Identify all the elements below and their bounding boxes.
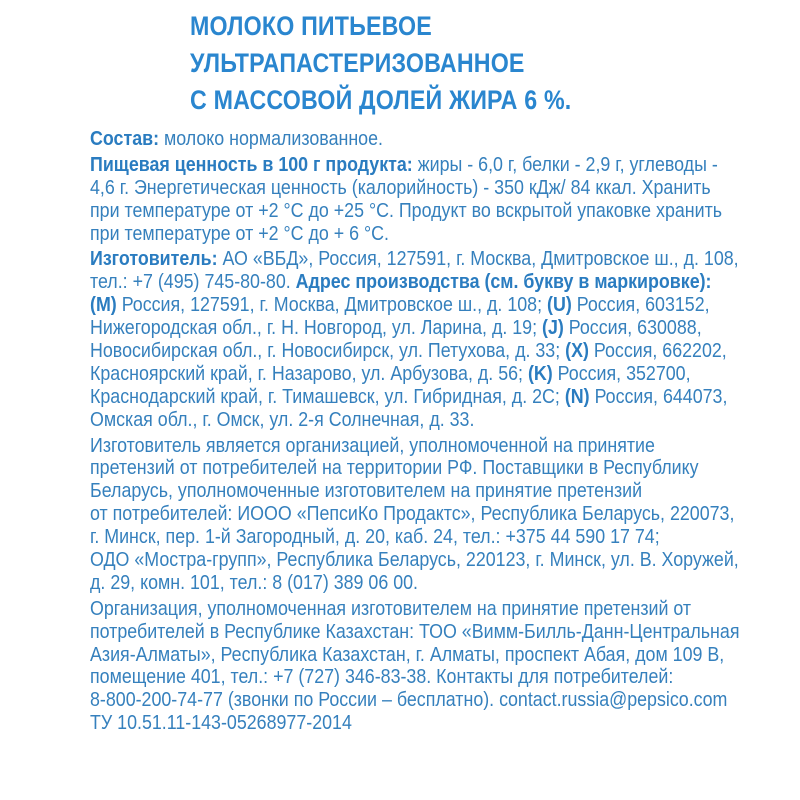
composition-text: молоко нормализованное. [159,127,383,150]
manufacturer-line [90,247,739,271]
title-line: МОЛОКО ПИТЬЕВОЕ [190,11,432,41]
tech-spec-line: ТУ 10.51.11-143-05268977-2014 [90,711,352,735]
address-line [90,363,709,386]
address-text: Россия, 127591, г. Москва, Дмитровское ш., д. 108; [116,293,548,317]
nutrition-line [90,152,718,177]
address-text: Россия, 630088, [563,316,702,340]
address-line [90,317,709,340]
site-code-u: (U) [547,293,572,317]
manufacturer-phone: тел.: +7 (495) 745-80-80. [90,270,296,294]
manufacturer-line [90,270,712,294]
manufacturer-label: Изготовитель: [90,247,218,271]
nutrition-line: при температуре от +2 °С до +25 °С. Продукт во вскрытой упаковке хранить [90,198,723,222]
address-label: Адрес производства (см. букву в маркировке): [295,270,712,294]
address-text: Россия, 352700, [552,361,691,385]
site-code-j: (J) [542,316,564,340]
address-text: Красноярский край, г. Назарово, ул. Арбузова, д. 56; [90,361,528,385]
claims-kz-line: помещение 401, тел.: +7 (727) 346-83-38. Контакты для потребителей: [90,665,674,689]
product-title [190,8,697,119]
claims-kz-line: потребителей в Республике Казахстан: ТОО «Вимм-Билль-Данн-Центральная [90,619,740,643]
site-code-x: (X) [565,339,589,363]
nutrition-text: жиры - 6,0 г, белки - 2,9 г, углеводы - [412,152,718,176]
address-text: Россия, 662202, [588,339,727,363]
claims-rf-line: претензий от потребителей на территории РФ. Поставщики в Республику [90,456,699,480]
nutrition-line: 4,6 г. Энергетическая ценность (калорийность) - 350 кДж/ 84 ккал. Хранить [90,175,711,199]
address-text: Нижегородская обл., г. Н. Новгород, ул. Ларина, д. 19; [90,316,543,340]
site-code-k: (K) [527,361,553,385]
claims-rf-line: Изготовитель является организацией, уполномоченной на принятие [90,433,655,457]
address-line: Омская обл., г. Омск, ул. 2-я Солнечная, д. 33. [90,407,475,431]
manufacturer-text: АО «ВБД», Россия, 127591, г. Москва, Дмитровское ш., д. 108, [217,247,739,271]
title-line: УЛЬТРАПАСТЕРИЗОВАННОЕ [190,48,525,78]
address-text: Краснодарский край, г. Тимашевск, ул. Гибридная, д. 2С; [90,384,565,408]
composition-label: Состав: [90,127,160,150]
address-text: Россия, 603152, [571,293,710,317]
nutrition-line: при температуре от +2 °С до + 6 °С. [90,221,389,245]
address-line [90,294,709,317]
claims-kz-line: Организация, уполномоченная изготовителем на принятие претензий от [90,596,692,620]
claims-kz-line: Азия-Алматы», Республика Казахстан, г. Алматы, проспект Абая, дом 109 В, [90,642,725,666]
address-text: Новосибирская обл., г. Новосибирск, ул. Петухова, д. 33; [90,339,566,363]
site-code-n: (N) [564,384,590,408]
claims-rf-line: г. Минск, пер. 1-й Загородный, д. 20, каб. 24, тел.: +375 44 590 17 74; [90,525,660,549]
claims-rf-line: Беларусь, уполномоченные изготовителем на принятие претензий [90,479,643,503]
consumer-contacts-line: 8-800-200-74-77 (звонки по России – бесплатно). contact.russia@pepsico.com [90,688,728,712]
site-code-m: (M) [90,293,117,317]
nutrition-label: Пищевая ценность в 100 г продукта: [90,152,413,176]
label-text-block [90,127,740,735]
address-line [90,339,727,363]
title-line: С МАССОВОЙ ДОЛЕЙ ЖИРА 6 %. [190,85,572,115]
claims-rf-line: от потребителей: ИООО «ПепсиКо Продактс», Республика Беларусь, 220073, [90,502,735,526]
composition-line [90,128,709,151]
address-text: Россия, 644073, [589,384,728,408]
claims-rf-line: д. 29, комн. 101, тел.: 8 (017) 389 06 00. [90,570,419,594]
address-line [90,384,728,409]
claims-rf-line: ОДО «Мостра-групп», Республика Беларусь, 220123, г. Минск, ул. В. Хоружей, [90,548,739,572]
